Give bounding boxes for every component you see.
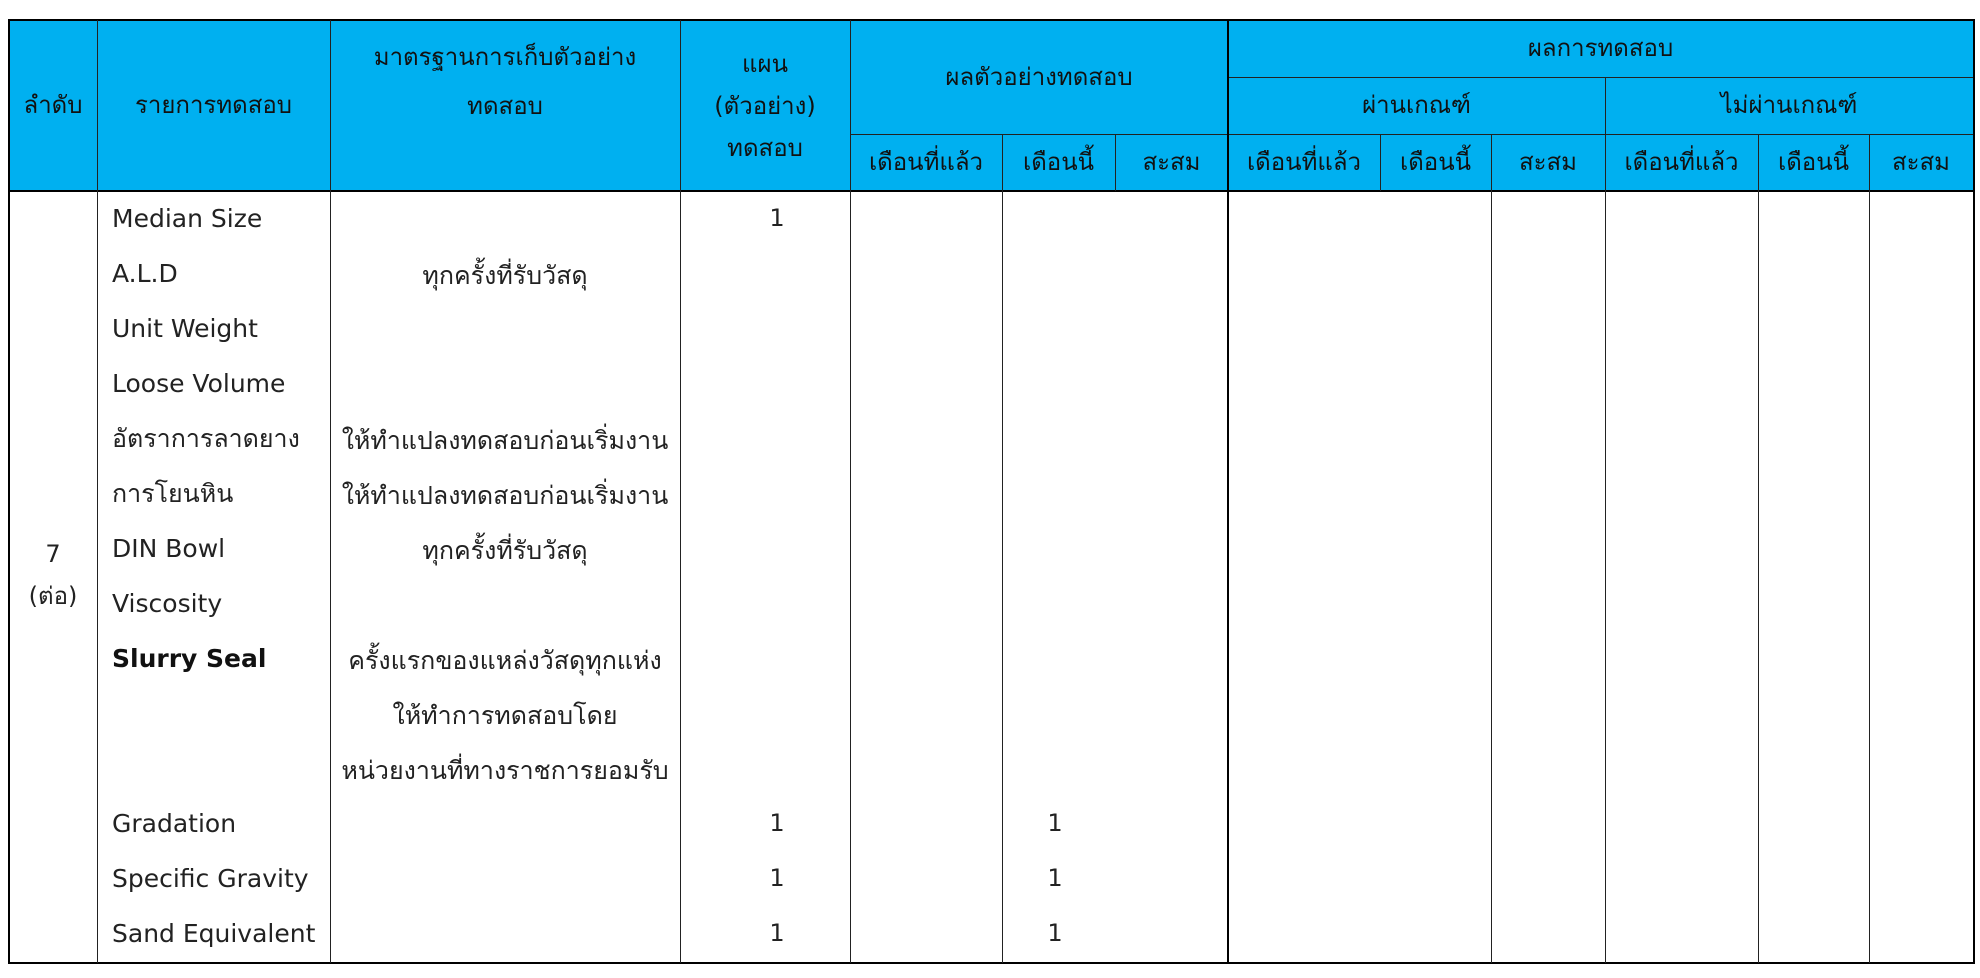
test-item-specific-gravity: Specific Gravity (112, 864, 309, 893)
standard-din-bowl: ทุกครั้งที่รับวัสดุ (422, 536, 588, 565)
plan-median-size: 1 (769, 204, 785, 232)
sample-this-month-sand-equivalent: 1 (1047, 919, 1063, 947)
header-pass-cumulative: สะสม (1518, 148, 1577, 177)
col-divider-1 (97, 20, 98, 963)
header-test-item: รายการทดสอบ (134, 91, 293, 120)
col-divider-4 (850, 20, 851, 963)
plan-gradation: 1 (769, 809, 785, 837)
header-sampling-standard-line1: มาตรฐานการเก็บตัวอย่าง (373, 43, 637, 72)
table-border-right (1973, 19, 1975, 964)
col-divider-sample-this (1115, 134, 1116, 191)
col-divider-pass-prev (1380, 134, 1381, 191)
test-item-asphalt-rate: อัตราการลาดยาง (112, 424, 300, 453)
header-fail-cumulative: สะสม (1891, 148, 1950, 177)
col-divider-5 (1227, 20, 1229, 963)
header-sampling-standard (330, 20, 680, 191)
header-sample-results: ผลตัวอย่างทดสอบ (945, 62, 1133, 91)
header-pass: ผ่านเกณฑ์ (1362, 91, 1471, 120)
standard-slurry-seal-3: หน่วยงานที่ทางราชการยอมรับ (341, 756, 669, 785)
sample-this-month-specific-gravity: 1 (1047, 864, 1063, 892)
header-order: ลำดับ (23, 91, 83, 120)
sample-this-month-gradation: 1 (1047, 809, 1063, 837)
plan-sand-equivalent: 1 (769, 919, 785, 947)
header-body-divider (9, 190, 1975, 192)
test-item-slurry-seal: Slurry Seal (112, 644, 267, 673)
header-fail: ไม่ผ่านเกณฑ์ (1720, 91, 1858, 120)
col-divider-6 (1605, 77, 1606, 963)
row-order-continued: (ต่อ) (28, 582, 78, 610)
table-border-bottom (9, 962, 1975, 964)
header-fail-this-month: เดือนนี้ (1777, 148, 1849, 177)
table-border-top (9, 19, 1975, 21)
header-plan-line3: ทดสอบ (727, 133, 803, 162)
header-test-results: ผลการทดสอบ (1527, 34, 1674, 63)
header-plan (680, 20, 850, 191)
test-item-din-bowl: DIN Bowl (112, 534, 226, 563)
test-item-viscosity: Viscosity (112, 589, 223, 618)
standard-slurry-seal-2: ให้ทำการทดสอบโดย (392, 701, 618, 730)
header-pass-prev-month: เดือนที่แล้ว (1246, 148, 1362, 177)
standard-slurry-seal-1: ครั้งแรกของแหล่งวัสดุทุกแห่ง (348, 646, 662, 675)
col-divider-pass-this (1491, 134, 1492, 963)
header-plan-line1: แผน (742, 49, 788, 78)
table-border-left (8, 19, 10, 964)
col-divider-fail-this (1869, 134, 1870, 963)
plan-specific-gravity: 1 (769, 864, 785, 892)
row-order-number: 7 (45, 540, 61, 568)
col-divider-3 (680, 20, 681, 963)
col-divider-fail-prev (1758, 134, 1759, 963)
header-sample-prev-month: เดือนที่แล้ว (868, 148, 984, 177)
standard-asphalt-rate: ให้ทำแปลงทดสอบก่อนเริ่มงาน (341, 426, 669, 455)
header-pass-this-month: เดือนนี้ (1399, 148, 1471, 177)
test-item-gradation: Gradation (112, 809, 237, 838)
header-sample-this-month: เดือนนี้ (1022, 148, 1094, 177)
col-divider-sample-prev (1002, 134, 1003, 963)
header-sample-cumulative: สะสม (1142, 148, 1201, 177)
row-order (9, 520, 97, 630)
standard-stone-spread: ให้ทำแปลงทดสอบก่อนเริ่มงาน (341, 481, 669, 510)
header-divider-subcolumns (850, 134, 1973, 135)
test-item-ald: A.L.D (112, 259, 178, 288)
test-item-unit-weight: Unit Weight (112, 314, 258, 343)
standard-ald: ทุกครั้งที่รับวัสดุ (422, 261, 588, 290)
test-item-sand-equivalent: Sand Equivalent (112, 919, 316, 948)
header-sampling-standard-line2: ทดสอบ (467, 91, 543, 120)
test-item-loose-volume: Loose Volume (112, 369, 286, 398)
header-fail-prev-month: เดือนที่แล้ว (1624, 148, 1739, 177)
header-plan-line2: (ตัวอย่าง) (714, 91, 816, 120)
header-divider-results-top (1228, 77, 1973, 78)
test-item-median-size: Median Size (112, 204, 263, 233)
test-item-stone-spread: การโยนหิน (112, 479, 234, 508)
